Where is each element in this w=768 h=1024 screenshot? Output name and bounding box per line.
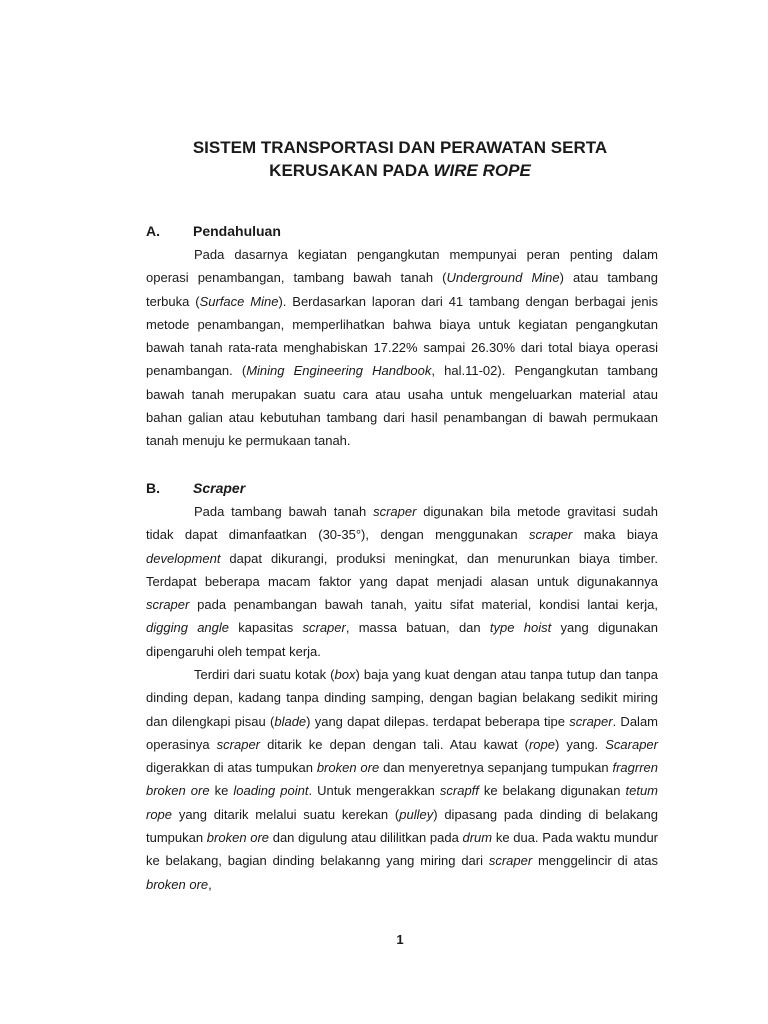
section-a-title: Pendahuluan <box>193 223 281 239</box>
section-b-title: Scraper <box>193 480 246 496</box>
section-b-heading <box>146 479 245 497</box>
title-italic: WIRE ROPE <box>433 161 531 180</box>
document-title <box>120 136 680 182</box>
section-a-heading <box>146 222 281 240</box>
title-line-1: SISTEM TRANSPORTASI DAN PERAWATAN SERTA <box>192 138 608 157</box>
title-line-2: KERUSAKAN PADA WIRE ROPE <box>269 161 531 180</box>
section-a-paragraph-1: Pada dasarnya kegiatan pengangkutan mempunyai peran penting dalam operasi penambangan, tambang bawah tanah (Underground Mine) atau tambang terbuka (Surface Mine). Berdasarkan laporan dari 41 tambang dengan berbagai jenis metode penambangan, memperlihatkan bahwa biaya untuk kegiatan pengangkutan bawah tanah rata-rata menghabiskan 17.22% sampai 26.30% dari total biaya operasi penambangan. (Mining Engineering Handbook, hal.11-02). Pengangkutan tambang bawah tanah merupakan suatu cara atau usaha untuk mengeluarkan material atau bahan galian atau kebutuhan tambang dari hasil penambangan di bawah permukaan tanah menuju ke permukaan tanah. <box>146 247 659 449</box>
section-b-paragraph-1: Pada tambang bawah tanah scraper digunakan bila metode gravitasi sudah tidak dapat dimanfaatkan (30-35°), dengan menggunakan scraper maka biaya development dapat dikurangi, produksi meningkat, dan menurunkan biaya timber. Terdapat beberapa macam faktor yang dapat menjadi alasan untuk digunakannya scraper pada penambangan bawah tanah, yaitu sifat material, kondisi lantai kerja, digging angle kapasitas scraper, massa batuan, dan type hoist yang digunakan dipengaruhi oleh tempat kerja. <box>146 504 659 659</box>
page-number: 1 <box>396 932 404 947</box>
section-b-letter: B. <box>146 480 160 496</box>
section-b-paragraph-2: Terdiri dari suatu kotak (box) baja yang kuat dengan atau tanpa tutup dan tanpa dinding depan, kadang tanpa dinding samping, dengan bagian belakang sedikit miring dan dilengkapi pisau (blade) yang dapat dilepas. terdapat beberapa tipe scraper. Dalam operasinya scraper ditarik ke depan dengan tali. Atau kawat (rope) yang. Scaraper digerakkan di atas tumpukan broken ore dan menyeretnya sepanjang tumpukan fragrren broken ore ke loading point. Untuk mengerakkan scrapff ke belakang digunakan tetum rope yang ditarik melalui suatu kerekan (pulley) dipasang pada dinding di belakang tumpukan broken ore dan digulung atau dililitkan pada drum ke dua. Pada waktu mundur ke belakang, bagian dinding belakanng yang miring dari scraper menggelincir di atas broken ore, <box>146 667 659 892</box>
section-a-letter: A. <box>146 223 160 239</box>
